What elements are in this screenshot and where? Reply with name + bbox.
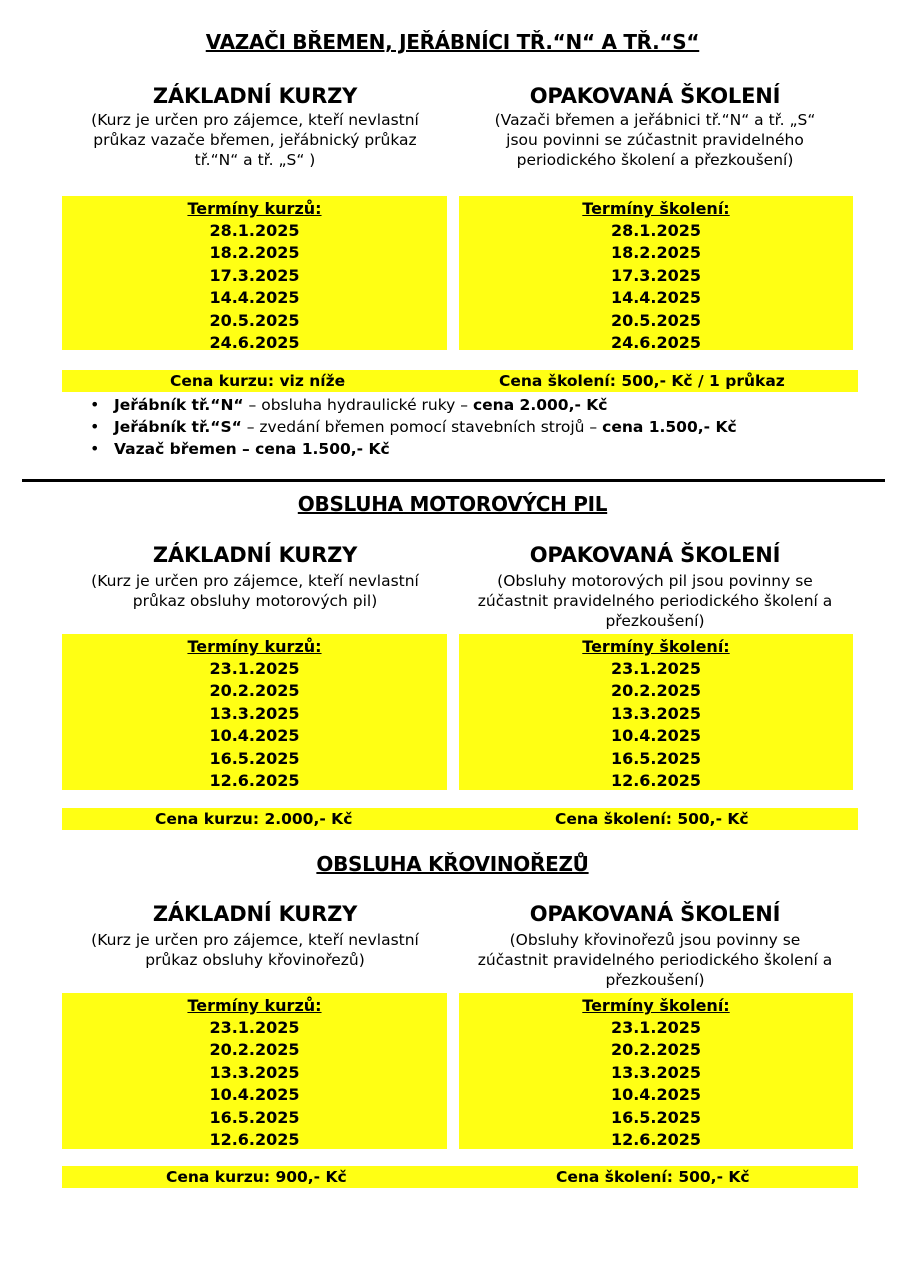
price-bar: [62, 370, 858, 392]
dates-header: Termíny kurzů:: [187, 637, 322, 656]
dates-header: Termíny kurzů:: [187, 996, 322, 1015]
course-price: Cena kurzu: viz níže: [170, 372, 346, 390]
section-title-vazaci: VAZAČI BŘEMEN, JEŘÁBNÍCI TŘ.“N“ A TŘ.“S“: [205, 30, 700, 54]
divider: [22, 479, 885, 482]
training-price: Cena školení: 500,- Kč: [556, 1168, 750, 1186]
date-item: 20.5.2025: [209, 310, 300, 330]
date-item: 12.6.2025: [610, 1130, 702, 1150]
dates-header: Termíny kurzů:: [187, 199, 322, 218]
list-item: • Jeřábník tř.“N“ – obsluha hydraulické ruky – cena 2.000,- Kč: [86, 394, 846, 416]
course-dates-box: [62, 993, 447, 1149]
training-dates-box: [459, 634, 853, 790]
date-item: 16.5.2025: [209, 748, 300, 768]
training-price: Cena školení: 500,- Kč: [555, 810, 749, 828]
date-item: 18.2.2025: [610, 243, 702, 263]
refresher-heading: OPAKOVANÁ ŠKOLENÍ: [529, 543, 781, 567]
date-item: 20.2.2025: [610, 681, 702, 701]
training-dates-box: [459, 993, 853, 1149]
refresher-description: (Obsluhy křovinořezů jsou povinny se zúčastnit pravidelného periodického školení a přezkoušení): [477, 931, 833, 989]
date-item: 10.4.2025: [209, 1085, 300, 1105]
course-price: Cena kurzu: 2.000,- Kč: [155, 810, 353, 828]
training-price: Cena školení: 500,- Kč / 1 průkaz: [499, 372, 785, 390]
date-item: 23.1.2025: [610, 1018, 702, 1037]
date-item: 23.1.2025: [209, 659, 300, 678]
course-dates-box: [62, 196, 447, 353]
date-item: 12.6.2025: [209, 1130, 300, 1150]
course-price: Cena kurzu: 900,- Kč: [166, 1168, 347, 1186]
dates-header: Termíny školení:: [582, 199, 730, 218]
date-item: 13.3.2025: [209, 703, 300, 723]
date-item: 17.3.2025: [610, 265, 702, 285]
section-title-motorove-pily: OBSLUHA MOTOROVÝCH PIL: [297, 492, 608, 516]
date-item: 24.6.2025: [209, 333, 300, 353]
list-item: • Vazač břemen – cena 1.500,- Kč: [86, 438, 846, 460]
price-bar: [62, 1166, 858, 1188]
date-item: 12.6.2025: [209, 771, 300, 791]
refresher-description: (Obsluhy motorových pil jsou povinny se zúčastnit pravidelného periodického školení a přezkoušení): [477, 572, 833, 630]
refresher-heading: OPAKOVANÁ ŠKOLENÍ: [529, 902, 781, 926]
date-item: 20.2.2025: [209, 681, 300, 701]
date-item: 16.5.2025: [610, 1107, 702, 1127]
refresher-description: (Vazači břemen a jeřábnici tř.“N“ a tř. „S“ jsou povinni se zúčastnit pravidelného periodického školení a přezkoušení): [494, 111, 816, 169]
price-list: [86, 394, 846, 460]
date-item: 18.2.2025: [209, 243, 300, 263]
date-item: 12.6.2025: [610, 771, 702, 791]
date-item: 17.3.2025: [209, 265, 300, 285]
basic-course-description: (Kurz je určen pro zájemce, kteří nevlastní průkaz vazače břemen, jeřábnický průkaz tř.“N“ a tř. „S“ ): [91, 111, 419, 169]
date-item: 20.5.2025: [610, 310, 702, 330]
date-item: 16.5.2025: [209, 1107, 300, 1127]
date-item: 14.4.2025: [209, 288, 300, 308]
date-item: 13.3.2025: [610, 703, 702, 723]
date-item: 28.1.2025: [209, 221, 300, 240]
training-dates-box: [459, 196, 853, 353]
section-title-krovinorezy: OBSLUHA KŘOVINOŘEZŮ: [316, 852, 589, 876]
date-item: 23.1.2025: [610, 659, 702, 678]
date-item: 13.3.2025: [610, 1062, 702, 1082]
basic-course-heading: ZÁKLADNÍ KURZY: [152, 84, 358, 108]
refresher-heading: OPAKOVANÁ ŠKOLENÍ: [529, 84, 781, 108]
dates-header: Termíny školení:: [582, 996, 730, 1015]
date-item: 10.4.2025: [209, 726, 300, 746]
date-item: 13.3.2025: [209, 1062, 300, 1082]
date-item: 10.4.2025: [610, 1085, 702, 1105]
price-bar: [62, 808, 858, 830]
date-item: 16.5.2025: [610, 748, 702, 768]
basic-course-heading: ZÁKLADNÍ KURZY: [152, 902, 358, 926]
date-item: 20.2.2025: [610, 1040, 702, 1060]
date-item: 24.6.2025: [610, 333, 702, 353]
basic-course-description: (Kurz je určen pro zájemce, kteří nevlastní průkaz obsluhy křovinořezů): [91, 931, 419, 969]
list-item: • Jeřábník tř.“S“ – zvedání břemen pomocí stavebních strojů – cena 1.500,- Kč: [86, 416, 846, 438]
date-item: 10.4.2025: [610, 726, 702, 746]
date-item: 20.2.2025: [209, 1040, 300, 1060]
date-item: 14.4.2025: [610, 288, 702, 308]
basic-course-heading: ZÁKLADNÍ KURZY: [152, 543, 358, 567]
date-item: 23.1.2025: [209, 1018, 300, 1037]
date-item: 28.1.2025: [610, 221, 702, 240]
course-dates-box: [62, 634, 447, 790]
basic-course-description: (Kurz je určen pro zájemce, kteří nevlastní průkaz obsluhy motorových pil): [91, 572, 419, 610]
dates-header: Termíny školení:: [582, 637, 730, 656]
